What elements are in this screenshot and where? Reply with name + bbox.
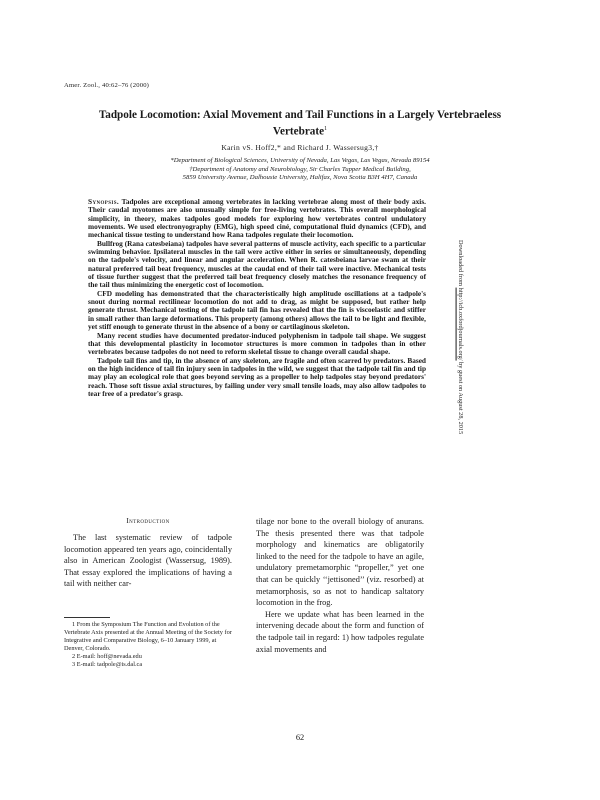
author-line: Karin vS. Hoff2,* and Richard J. Wassersug3,† <box>221 143 379 152</box>
footnote-divider <box>64 617 110 618</box>
footnote: 1 From the Symposium The Function and Evolution of the Vertebrate Axis presented at the Annual Meeting of the Society for Integrative and Comparative Biology, 6–10 January 1999, at Denver, Colorado. <box>64 621 232 652</box>
affiliation-line: *Department of Biological Sciences, University of Nevada, Las Vegas, Las Vegas, Nevada 89154 <box>170 157 430 164</box>
footnote: 3 E-mail: tadpole@is.dal.ca <box>72 661 143 668</box>
page-number: 62 <box>295 733 305 742</box>
affiliation-line: †Department of Anatomy and Neurobiology, Sir Charles Tupper Medical Building, <box>189 165 411 173</box>
body-column-right <box>256 516 424 655</box>
synopsis-label: Synopsis. <box>88 197 120 206</box>
watermark-prefix: Downloaded from <box>457 240 464 288</box>
abstract-paragraph: CFD modeling has demonstrated that the characteristically high amplitude oscillations at a tadpole's snout during normal rectilinear locomotion do not add to drag, as might be supposed, but rather help generate thrust. Mechanical testing of the tadpole tail fin has revealed that the fin is viscoelastic and stiffer in small rather than large deformations. This property (among others) allows the tail to be light and flexible, yet stiff enough to generate thrust in the absence of a bony or cartilaginous skeleton. <box>88 288 426 332</box>
abstract-text: Tadpoles are exceptional among vertebrates in lacking vertebrae along most of their body axis. Their caudal myotomes are also unusually simple for free-living vertebrates. This overall morphological simplicity, in theory, makes tadpoles good models for exploring how vertebrates control undulatory movements. We used electronyography (EMG), high speed ciné, computational fluid dynamics (CFD), and mechanical tissue testing to understand how Rana tadpoles regulate their locomotion. <box>88 197 426 240</box>
affiliation-line: 5859 University Avenue, Dalhousie University, Halifax, Nova Scotia B3H 4H7, Canada <box>182 174 418 181</box>
article-title <box>72 109 528 139</box>
abstract-paragraph: Tadpole tail fins and tip, in the absence of any skeleton, are fragile and often scarred by predators. Based on the high incidence of tail fin injury seen in tadpoles in the wild, we suggest that the tadpole tail fin and tip may play an ecological role that goes beyond serving as a propeller to help tadpoles stay beyond predators' reach. Those soft tissue axial structures, by failing under very small tensile loads, may also allow tadpoles to tear free of a predator's grasp. <box>88 355 426 398</box>
abstract-paragraph: Bullfrog (Rana catesbeiana) tadpoles have several patterns of muscle activity, each specific to a particular swimming behavior. Ipsilateral muscles in the tail were active either in series or simultaneously, depending on the tadpole's velocity, and linear and angular acceleration. When R. catesbeiana larvae swam at their natural preferred tail beat frequency, muscles at the caudal end of their tail were inactive. Mechanical tests of tissue further suggest that the preferred tail beat frequency closely matches the resonance frequency of the tail thus minimizing the energetic cost of locomotion. <box>88 238 426 290</box>
journal-citation: Amer. Zool., 40:62–76 (2000) <box>64 82 150 89</box>
download-watermark <box>457 240 464 434</box>
watermark-suffix: by guest on August 28, 2015 <box>457 360 464 435</box>
footnotes <box>64 621 232 669</box>
body-paragraph: The last systematic review of tadpole locomotion appeared ten years ago, coincidentally also in American Zoologist (Wassersug, 1989). That essay explored the implications of having a tail with neither car- <box>64 533 232 589</box>
journal-link[interactable]: http://icb.oxfordjournals.org/ <box>457 287 464 361</box>
section-heading-introduction: Introduction <box>126 516 170 525</box>
body-paragraph: tilage nor bone to the overall biology of anurans. The thesis presented there was that tadpole morphology and kinematics are obligatorily linked to the need for the tadpole to have an agile, undulatory premetamorphic “propeller,” yet one that can be quickly ‘‘jettisoned’’ (viz. resorbed) at metamorphosis, so as not to handicap saltatory locomotion in the frog. <box>256 517 424 608</box>
body-column-left <box>64 532 232 590</box>
affiliations <box>72 157 528 183</box>
abstract-paragraph: Many recent studies have documented predator-induced polyphenism in tadpole tail shape. We suggest that this developmental plasticity in locomotor structures is more common in tadpoles than in other vertebrates because tadpoles do not need to reform skeletal tissue to change overall caudal shape. <box>88 330 426 357</box>
title-text: Tadpole Locomotion: Axial Movement and Tail Functions in a Largely Vertebraeless Vertebrate <box>98 109 502 138</box>
body-paragraph: Here we update what has been learned in the intervening decade about the form and function of the tadpole tail in regard: 1) how tadpoles regulate axial movements and <box>256 609 424 654</box>
abstract <box>88 198 426 398</box>
footnote: 2 E-mail: hoff@nevada.edu <box>72 653 142 660</box>
title-footnote-mark: 1 <box>324 125 328 132</box>
abstract-paragraph <box>88 198 426 240</box>
